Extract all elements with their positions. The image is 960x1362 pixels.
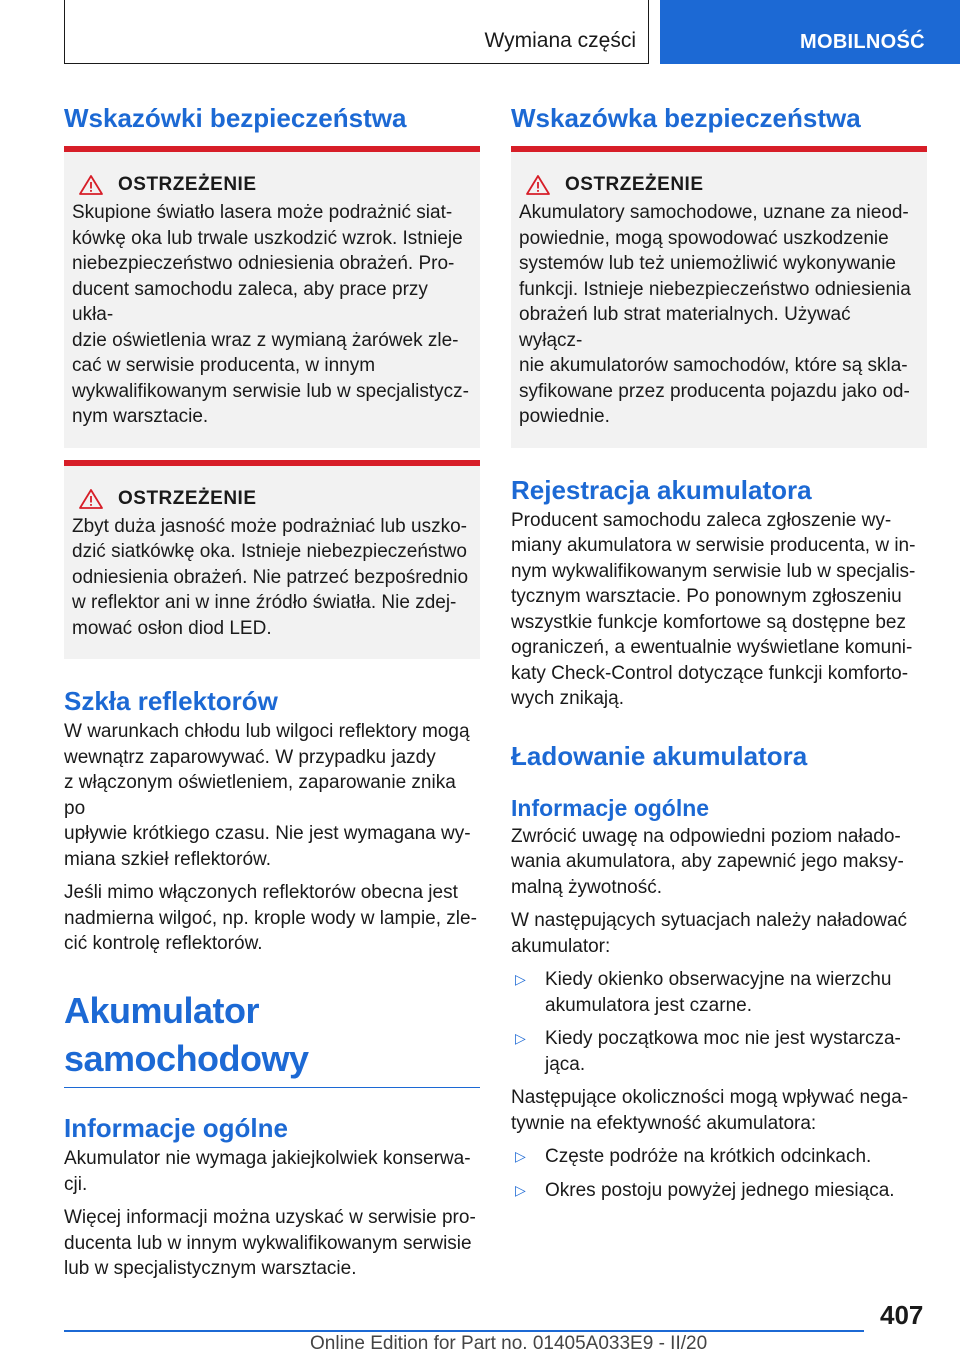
text-line: tycznym warsztacie. Po ponownym zgłoszeniu — [511, 586, 902, 607]
text-line: mować osłon diod LED. — [72, 617, 272, 639]
warning-header — [78, 488, 472, 510]
text-line: wszystkie funkcje komfortowe są dostępne bez — [511, 611, 906, 633]
text-line: Jeśli mimo włączonych reflektorów obecna jest — [64, 882, 458, 903]
text-line: obrażeń lub strat materialnych. Używać wyłącz- — [519, 304, 851, 351]
text-line: tywnie na efektywność akumulatora: — [511, 1112, 817, 1134]
heading-battery-registration: Rejestracja akumulatora — [511, 474, 812, 505]
text-line: systemów lub też uniemożliwić wykonywanie — [519, 253, 896, 274]
heading-vehicle-battery: Akumulator samochodowy — [64, 989, 309, 1079]
text-line: Kiedy początkowa moc nie jest wystarcza- — [545, 1028, 901, 1049]
text-line: wania akumulatora, aby zapewnić jego maksy- — [511, 851, 904, 872]
text-line: W warunkach chłodu lub wilgoci reflektory mogą — [64, 721, 470, 742]
text-line: Kiedy okienko obserwacyjne na wierzchu — [545, 969, 892, 990]
text-line: ducenta lub w innym wykwalifikowanym serwisie — [64, 1232, 472, 1254]
list-item-text — [545, 1144, 871, 1170]
text-line: powiednie, mogą spowodować uszkodzenie — [519, 227, 889, 249]
list-item — [511, 967, 927, 1018]
text-line: Producent samochodu zaleca zgłoszenie wy- — [511, 509, 892, 531]
header-chapter-title: MOBILNOŚĆ — [800, 31, 925, 53]
text-line: katy Check-Control dotyczące funkcji komforto- — [511, 662, 909, 684]
text-line: Następujące okoliczności mogą wpływać nega- — [511, 1087, 909, 1108]
list-item-text — [545, 967, 891, 1018]
header-chapter-tab — [660, 0, 960, 64]
footer-rule — [64, 1330, 864, 1332]
text-line: W następujących sytuacjach należy naładować — [511, 910, 908, 931]
text-line: nadmierna wilgoć, np. krople wody w lampie, zle- — [64, 907, 477, 929]
footer-edition-text: Online Edition for Part no. 01405A033E9 - II/20 — [310, 1333, 708, 1354]
text-line: jąca. — [545, 1053, 586, 1075]
warning-header — [78, 174, 472, 196]
triangle-bullet-icon: ▷ — [515, 1181, 526, 1198]
warning-triangle-icon — [525, 174, 551, 196]
list-item-text — [545, 1026, 901, 1077]
text-line: miana szkieł reflektorów. — [64, 848, 271, 870]
paragraph — [511, 508, 927, 712]
paragraph — [64, 1146, 480, 1197]
text-line: w reflektor ani w inne źródło światła. Nie zdej- — [72, 592, 457, 613]
page-number: 407 — [880, 1300, 924, 1330]
paragraph — [64, 1205, 480, 1282]
text-line: Zbyt duża jasność może podrażniać lub uszko- — [72, 515, 467, 537]
text-line: nym wykwalifikowanym serwisie lub w specjalis- — [511, 560, 916, 582]
text-line: z włączonym oświetleniem, zaparowanie znika po — [64, 772, 456, 819]
text-line: akumulator: — [511, 935, 611, 957]
heading-safety-notes: Wskazówki bezpieczeństwa — [64, 103, 407, 133]
header-section-box — [64, 0, 649, 64]
warning-title: OSTRZEŻENIE — [565, 174, 704, 195]
text-line: niebezpieczeństwo odniesienia obrażeń. Pro- — [72, 253, 455, 274]
triangle-bullet-icon: ▷ — [515, 971, 526, 987]
text-line: Akumulatory samochodowe, uznane za nieod- — [519, 202, 909, 223]
heading-underline — [64, 1087, 480, 1089]
bullet-list — [511, 1144, 927, 1203]
text-line: Zwrócić uwagę na odpowiedni poziom nałado- — [511, 825, 901, 847]
paragraph — [64, 880, 480, 957]
text-line: Akumulator nie wymaga jakiejkolwiek konserwa- — [64, 1148, 471, 1169]
heading-general-info: Informacje ogólne — [64, 1113, 288, 1143]
right-column — [511, 100, 927, 1203]
text-line: nie akumulatorów samochodów, które są skla- — [519, 355, 908, 376]
text-line: cać w serwisie producenta, w innym — [72, 355, 376, 376]
text-line: Skupione światło lasera może podrażnić siat- — [72, 202, 453, 223]
text-line: ograniczeń, a ewentualnie wyświetlane komuni- — [511, 637, 913, 658]
text-line: kówkę oka lub trwale uszkodzić wzrok. Istnieje — [72, 227, 463, 249]
text-line: cji. — [64, 1173, 88, 1195]
text-line: upływie krótkiego czasu. Nie jest wymagana wy- — [64, 823, 471, 844]
text-line: ducent samochodu zaleca, aby prace przy ukła- — [72, 278, 428, 325]
text-line: Więcej informacji można uzyskać w serwisie pro- — [64, 1207, 476, 1228]
text-line: wych znikają. — [511, 688, 624, 709]
list-item-text — [545, 1178, 895, 1204]
triangle-bullet-icon: ▷ — [515, 1148, 526, 1164]
list-item — [511, 1144, 927, 1170]
text-line: nym warsztacie. — [72, 406, 209, 427]
paragraph — [511, 824, 927, 901]
header-section-title: Wymiana części — [484, 29, 636, 52]
text-line: powiednie. — [519, 406, 610, 427]
text-line: funkcji. Istnieje niebezpieczeństwo odniesienia — [519, 278, 911, 300]
heading-headlight-glass: Szkła reflektorów — [64, 686, 278, 716]
warning-title: OSTRZEŻENIE — [118, 174, 257, 195]
text-line: lub w specjalistycznym warsztacie. — [64, 1258, 357, 1279]
triangle-bullet-icon: ▷ — [515, 1030, 526, 1046]
heading-battery-charging: Ładowanie akumulatora — [511, 740, 808, 771]
left-column — [64, 100, 480, 1282]
bullet-list — [511, 967, 927, 1077]
text-line: malną żywotność. — [511, 876, 663, 898]
heading-safety-note: Wskazówka bezpieczeństwa — [511, 103, 861, 133]
text-line: wewnątrz zaparowywać. W przypadku jazdy — [64, 746, 436, 768]
text-line: dzie oświetlenia wraz z wymianą żarówek zle- — [72, 329, 459, 351]
warning-triangle-icon — [78, 488, 104, 510]
text-line: odniesienia obrażeń. Nie patrzeć bezpośrednio — [72, 566, 469, 588]
text-line: Częste podróże na krótkich odcinkach. — [545, 1146, 872, 1167]
text-line: wykwalifikowanym serwisie lub w specjalistycz- — [72, 380, 469, 402]
warning-text — [72, 200, 472, 430]
text-line: Okres postoju powyżej jednego miesiąca. — [545, 1179, 895, 1201]
warning-box-laser — [64, 146, 480, 448]
text-line: miany akumulatora w serwisie producenta, w in- — [511, 535, 916, 556]
warning-text — [72, 514, 472, 642]
text-line: cić kontrolę reflektorów. — [64, 933, 263, 954]
warning-header — [525, 174, 919, 196]
warning-box-brightness — [64, 460, 480, 660]
paragraph — [511, 908, 927, 959]
list-item — [511, 1178, 927, 1204]
warning-triangle-icon — [78, 174, 104, 196]
text-line: dzić siatkówkę oka. Istnieje niebezpieczeństwo — [72, 541, 467, 562]
heading-general-info: Informacje ogólne — [511, 794, 710, 821]
warning-text — [519, 200, 919, 430]
text-line: syfikowane przez producenta pojazdu jako od- — [519, 380, 910, 402]
list-item — [511, 1026, 927, 1077]
text-line: akumulatora jest czarne. — [545, 994, 752, 1016]
warning-title: OSTRZEŻENIE — [118, 487, 257, 509]
paragraph — [511, 1085, 927, 1136]
paragraph — [64, 719, 480, 872]
warning-box-battery — [511, 146, 927, 448]
